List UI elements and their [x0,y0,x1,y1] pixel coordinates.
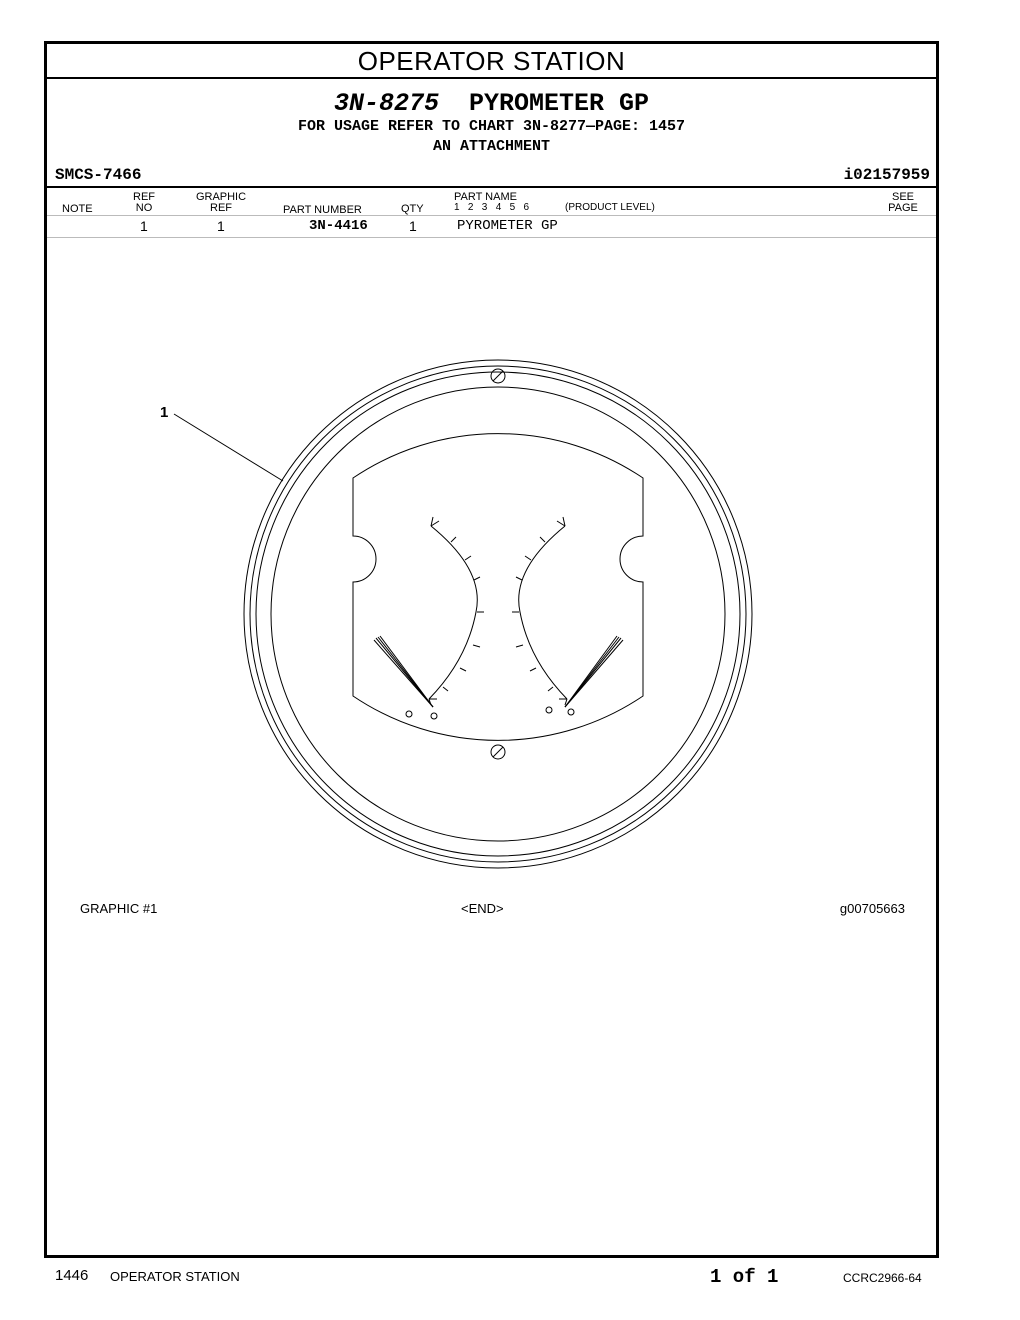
right-scale-arc [519,526,567,699]
parts-page-frame [44,41,939,1258]
bezel-outer-ring [244,360,752,868]
header-rule [47,186,936,188]
row-qty: 1 [409,218,417,234]
row-rule [47,237,936,238]
col-levels: 1 2 3 4 5 6 [454,202,530,213]
smcs-code: SMCS-7466 [55,166,142,184]
row-part-number: 3N-4416 [309,218,368,234]
callout-leader [174,414,283,481]
col-ref-no-line2: NO [135,202,153,214]
attachment-label: AN ATTACHMENT [432,138,551,155]
col-graphic-ref-line1: GRAPHIC [195,191,247,203]
col-qty: QTY [401,203,424,215]
pyrometer-drawing [47,240,936,880]
col-graphic-ref-line2: REF [210,202,232,214]
dial-face-ring [271,387,725,841]
left-rivet-1 [406,711,412,717]
graphic-id: g00705663 [839,901,905,916]
col-see-page [883,192,923,214]
col-ref-no-line1: REF [133,191,155,203]
col-part-name: PART NAME [454,191,517,203]
group-part-number: 3N-8275 [333,89,439,118]
bezel-inner-ring [256,372,740,856]
callout-number: 1 [160,404,169,421]
col-see-page-line1: SEE [891,191,914,203]
right-rivet-1 [546,707,552,713]
group-part-name: PYROMETER GP [469,89,650,118]
right-pointer [565,636,623,707]
col-see-page-line2: PAGE [888,202,918,214]
left-scale-arc [429,526,477,699]
usage-reference: FOR USAGE REFER TO CHART 3N-8277—PAGE: 1457 [297,118,686,135]
section-title: OPERATOR STATION [47,44,936,79]
group-title [47,89,936,119]
columns-rule [47,215,936,216]
col-product-level: (PRODUCT LEVEL) [565,202,655,213]
left-pointer [374,636,433,707]
graphic-caption: GRAPHIC #1 [80,901,158,916]
footer-section: OPERATOR STATION [110,1269,240,1284]
row-part-name: PYROMETER GP [457,218,558,234]
row-ref-no: 1 [140,218,148,234]
dial-plate [353,434,643,741]
footer-page-of: 1 of 1 [710,1266,779,1288]
col-graphic-ref [191,192,251,214]
col-note: NOTE [62,203,93,215]
right-rivet-2 [568,709,574,715]
left-rivet-2 [431,713,437,719]
pyrometer-illustration [47,240,936,880]
info-id: i02157959 [843,166,930,184]
footer-code: CCRC2966-64 [843,1271,922,1285]
col-ref-no [129,192,159,214]
col-part-number: PART NUMBER [283,204,362,216]
footer-page-number: 1446 [55,1267,89,1284]
end-marker: <END> [461,901,504,916]
row-graphic-ref: 1 [217,218,225,234]
bezel-middle-ring [250,366,746,862]
